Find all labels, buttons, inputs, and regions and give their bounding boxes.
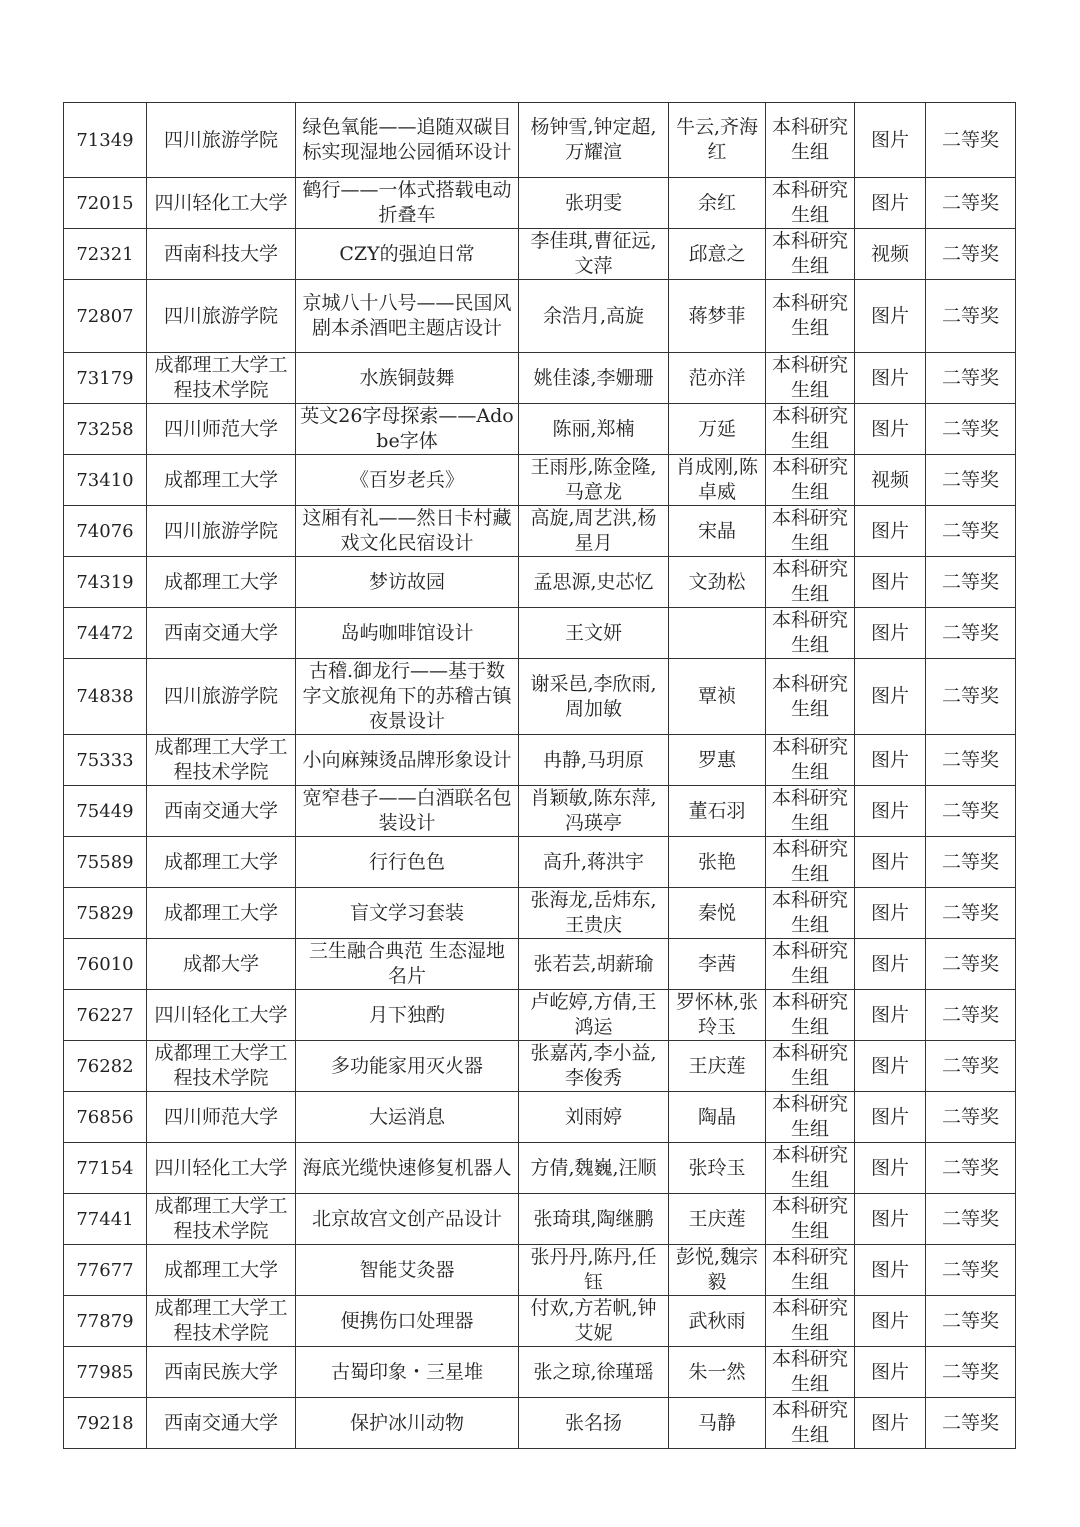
work-type-cell: 图片 bbox=[855, 404, 926, 455]
work-title-cell: 三生融合典范 生态湿地名片 bbox=[296, 939, 519, 990]
entry-group-cell: 本科研究生组 bbox=[766, 229, 855, 280]
table-row bbox=[64, 939, 1016, 990]
entry-group-cell: 本科研究生组 bbox=[766, 1347, 855, 1398]
entry-id-cell: 76856 bbox=[64, 1092, 147, 1143]
entry-group-cell: 本科研究生组 bbox=[766, 1092, 855, 1143]
work-title-cell: 小向麻辣烫品牌形象设计 bbox=[296, 735, 519, 786]
entry-id-cell: 72321 bbox=[64, 229, 147, 280]
award-level-cell: 二等奖 bbox=[926, 735, 1016, 786]
entry-group-cell: 本科研究生组 bbox=[766, 1041, 855, 1092]
school-name-cell: 成都理工大学工程技术学院 bbox=[147, 1041, 296, 1092]
work-title-cell: 这厢有礼——然日卡村藏戏文化民宿设计 bbox=[296, 506, 519, 557]
entry-group-cell: 本科研究生组 bbox=[766, 786, 855, 837]
entry-id-cell: 74472 bbox=[64, 608, 147, 659]
award-level-cell: 二等奖 bbox=[926, 455, 1016, 506]
award-level-cell: 二等奖 bbox=[926, 939, 1016, 990]
authors-cell: 方倩,魏巍,汪顺 bbox=[519, 1143, 669, 1194]
work-type-cell: 视频 bbox=[855, 229, 926, 280]
entry-id-cell: 75829 bbox=[64, 888, 147, 939]
table-row bbox=[64, 353, 1016, 404]
work-type-cell: 图片 bbox=[855, 939, 926, 990]
work-type-cell: 图片 bbox=[855, 1143, 926, 1194]
advisor-cell: 万延 bbox=[669, 404, 766, 455]
award-level-cell: 二等奖 bbox=[926, 1194, 1016, 1245]
table-row bbox=[64, 103, 1016, 178]
entry-group-cell: 本科研究生组 bbox=[766, 455, 855, 506]
entry-id-cell: 71349 bbox=[64, 103, 147, 178]
table-row bbox=[64, 1296, 1016, 1347]
advisor-cell: 文劲松 bbox=[669, 557, 766, 608]
work-type-cell: 图片 bbox=[855, 1296, 926, 1347]
award-level-cell: 二等奖 bbox=[926, 990, 1016, 1041]
table-row bbox=[64, 990, 1016, 1041]
award-level-cell: 二等奖 bbox=[926, 353, 1016, 404]
work-title-cell: 海底光缆快速修复机器人 bbox=[296, 1143, 519, 1194]
work-type-cell: 图片 bbox=[855, 1194, 926, 1245]
work-title-cell: 多功能家用灭火器 bbox=[296, 1041, 519, 1092]
entry-group-cell: 本科研究生组 bbox=[766, 103, 855, 178]
entry-group-cell: 本科研究生组 bbox=[766, 608, 855, 659]
entry-group-cell: 本科研究生组 bbox=[766, 659, 855, 735]
entry-id-cell: 76227 bbox=[64, 990, 147, 1041]
entry-group-cell: 本科研究生组 bbox=[766, 1245, 855, 1296]
school-name-cell: 四川旅游学院 bbox=[147, 659, 296, 735]
entry-group-cell: 本科研究生组 bbox=[766, 1296, 855, 1347]
entry-group-cell: 本科研究生组 bbox=[766, 506, 855, 557]
entry-id-cell: 77985 bbox=[64, 1347, 147, 1398]
entry-id-cell: 77677 bbox=[64, 1245, 147, 1296]
work-title-cell: 智能艾灸器 bbox=[296, 1245, 519, 1296]
authors-cell: 王雨彤,陈金隆,马意龙 bbox=[519, 455, 669, 506]
work-title-cell: 京城八十八号——民国风剧本杀酒吧主题店设计 bbox=[296, 280, 519, 353]
school-name-cell: 四川旅游学院 bbox=[147, 506, 296, 557]
award-level-cell: 二等奖 bbox=[926, 786, 1016, 837]
entry-id-cell: 72015 bbox=[64, 178, 147, 229]
school-name-cell: 四川轻化工大学 bbox=[147, 178, 296, 229]
school-name-cell: 成都理工大学工程技术学院 bbox=[147, 1194, 296, 1245]
school-name-cell: 四川旅游学院 bbox=[147, 103, 296, 178]
school-name-cell: 成都大学 bbox=[147, 939, 296, 990]
school-name-cell: 西南交通大学 bbox=[147, 786, 296, 837]
award-level-cell: 二等奖 bbox=[926, 1092, 1016, 1143]
award-level-cell: 二等奖 bbox=[926, 1041, 1016, 1092]
advisor-cell: 余红 bbox=[669, 178, 766, 229]
authors-cell: 陈丽,郑楠 bbox=[519, 404, 669, 455]
authors-cell: 卢屹婷,方倩,王鸿运 bbox=[519, 990, 669, 1041]
award-level-cell: 二等奖 bbox=[926, 506, 1016, 557]
work-type-cell: 图片 bbox=[855, 103, 926, 178]
work-title-cell: 宽窄巷子——白酒联名包装设计 bbox=[296, 786, 519, 837]
award-level-cell: 二等奖 bbox=[926, 1245, 1016, 1296]
authors-cell: 张海龙,岳炜东,王贵庆 bbox=[519, 888, 669, 939]
school-name-cell: 四川轻化工大学 bbox=[147, 1143, 296, 1194]
entry-group-cell: 本科研究生组 bbox=[766, 353, 855, 404]
award-level-cell: 二等奖 bbox=[926, 608, 1016, 659]
table-row bbox=[64, 280, 1016, 353]
authors-cell: 王文妍 bbox=[519, 608, 669, 659]
work-type-cell: 图片 bbox=[855, 353, 926, 404]
award-level-cell: 二等奖 bbox=[926, 1296, 1016, 1347]
table-row bbox=[64, 659, 1016, 735]
entry-group-cell: 本科研究生组 bbox=[766, 280, 855, 353]
entry-id-cell: 74076 bbox=[64, 506, 147, 557]
table-row bbox=[64, 888, 1016, 939]
school-name-cell: 成都理工大学工程技术学院 bbox=[147, 1296, 296, 1347]
work-title-cell: 北京故宫文创产品设计 bbox=[296, 1194, 519, 1245]
entry-id-cell: 73179 bbox=[64, 353, 147, 404]
award-level-cell: 二等奖 bbox=[926, 837, 1016, 888]
entry-group-cell: 本科研究生组 bbox=[766, 939, 855, 990]
table-row bbox=[64, 786, 1016, 837]
entry-id-cell: 76282 bbox=[64, 1041, 147, 1092]
work-type-cell: 图片 bbox=[855, 557, 926, 608]
entry-id-cell: 75449 bbox=[64, 786, 147, 837]
award-table-body bbox=[64, 103, 1016, 1449]
work-title-cell: 月下独酌 bbox=[296, 990, 519, 1041]
authors-cell: 张若芸,胡薪瑜 bbox=[519, 939, 669, 990]
school-name-cell: 西南交通大学 bbox=[147, 608, 296, 659]
school-name-cell: 西南科技大学 bbox=[147, 229, 296, 280]
school-name-cell: 四川师范大学 bbox=[147, 1092, 296, 1143]
entry-id-cell: 76010 bbox=[64, 939, 147, 990]
work-type-cell: 图片 bbox=[855, 506, 926, 557]
school-name-cell: 成都理工大学 bbox=[147, 455, 296, 506]
table-row bbox=[64, 455, 1016, 506]
authors-cell: 孟思源,史芯忆 bbox=[519, 557, 669, 608]
entry-id-cell: 75333 bbox=[64, 735, 147, 786]
entry-id-cell: 77441 bbox=[64, 1194, 147, 1245]
authors-cell: 张玥雯 bbox=[519, 178, 669, 229]
award-level-cell: 二等奖 bbox=[926, 1143, 1016, 1194]
work-title-cell: 英文26字母探索——Adobe字体 bbox=[296, 404, 519, 455]
work-type-cell: 图片 bbox=[855, 735, 926, 786]
work-title-cell: 行行色色 bbox=[296, 837, 519, 888]
advisor-cell: 蒋梦菲 bbox=[669, 280, 766, 353]
authors-cell: 杨钟雪,钟定超,万耀渲 bbox=[519, 103, 669, 178]
work-type-cell: 图片 bbox=[855, 1347, 926, 1398]
advisor-cell: 武秋雨 bbox=[669, 1296, 766, 1347]
entry-id-cell: 75589 bbox=[64, 837, 147, 888]
authors-cell: 张嘉芮,李小益,李俊秀 bbox=[519, 1041, 669, 1092]
table-row bbox=[64, 1347, 1016, 1398]
entry-group-cell: 本科研究生组 bbox=[766, 888, 855, 939]
advisor-cell: 李茜 bbox=[669, 939, 766, 990]
work-type-cell: 图片 bbox=[855, 178, 926, 229]
table-row bbox=[64, 506, 1016, 557]
advisor-cell: 肖成刚,陈卓威 bbox=[669, 455, 766, 506]
table-row bbox=[64, 178, 1016, 229]
table-row bbox=[64, 837, 1016, 888]
advisor-cell: 罗惠 bbox=[669, 735, 766, 786]
table-row bbox=[64, 404, 1016, 455]
entry-id-cell: 79218 bbox=[64, 1398, 147, 1449]
table-row bbox=[64, 1092, 1016, 1143]
work-title-cell: 古蜀印象・三星堆 bbox=[296, 1347, 519, 1398]
advisor-cell: 罗怀林,张玲玉 bbox=[669, 990, 766, 1041]
work-type-cell: 图片 bbox=[855, 786, 926, 837]
school-name-cell: 西南民族大学 bbox=[147, 1347, 296, 1398]
advisor-cell: 董石羽 bbox=[669, 786, 766, 837]
authors-cell: 付欢,方若帆,钟艾妮 bbox=[519, 1296, 669, 1347]
advisor-cell: 王庆莲 bbox=[669, 1041, 766, 1092]
authors-cell: 肖颖敏,陈东萍,冯瑛亭 bbox=[519, 786, 669, 837]
award-level-cell: 二等奖 bbox=[926, 229, 1016, 280]
advisor-cell: 陶晶 bbox=[669, 1092, 766, 1143]
award-level-cell: 二等奖 bbox=[926, 1398, 1016, 1449]
work-type-cell: 图片 bbox=[855, 280, 926, 353]
school-name-cell: 成都理工大学 bbox=[147, 557, 296, 608]
advisor-cell: 范亦洋 bbox=[669, 353, 766, 404]
authors-cell: 余浩月,高旋 bbox=[519, 280, 669, 353]
advisor-cell: 马静 bbox=[669, 1398, 766, 1449]
school-name-cell: 成都理工大学工程技术学院 bbox=[147, 735, 296, 786]
entry-id-cell: 73410 bbox=[64, 455, 147, 506]
entry-group-cell: 本科研究生组 bbox=[766, 990, 855, 1041]
entry-id-cell: 77154 bbox=[64, 1143, 147, 1194]
school-name-cell: 四川轻化工大学 bbox=[147, 990, 296, 1041]
table-row bbox=[64, 735, 1016, 786]
advisor-cell bbox=[669, 608, 766, 659]
table-row bbox=[64, 1143, 1016, 1194]
work-type-cell: 图片 bbox=[855, 659, 926, 735]
work-title-cell: 绿色氧能——追随双碳目标实现湿地公园循环设计 bbox=[296, 103, 519, 178]
award-level-cell: 二等奖 bbox=[926, 178, 1016, 229]
table-row bbox=[64, 229, 1016, 280]
school-name-cell: 成都理工大学 bbox=[147, 1245, 296, 1296]
table-row bbox=[64, 1245, 1016, 1296]
award-level-cell: 二等奖 bbox=[926, 103, 1016, 178]
authors-cell: 谢采邑,李欣雨,周加敏 bbox=[519, 659, 669, 735]
award-level-cell: 二等奖 bbox=[926, 659, 1016, 735]
table-row bbox=[64, 1194, 1016, 1245]
work-title-cell: 水族铜鼓舞 bbox=[296, 353, 519, 404]
authors-cell: 高旋,周艺洪,杨星月 bbox=[519, 506, 669, 557]
authors-cell: 张名扬 bbox=[519, 1398, 669, 1449]
work-title-cell: 岛屿咖啡馆设计 bbox=[296, 608, 519, 659]
authors-cell: 张之琼,徐瑾瑶 bbox=[519, 1347, 669, 1398]
work-type-cell: 图片 bbox=[855, 990, 926, 1041]
entry-group-cell: 本科研究生组 bbox=[766, 735, 855, 786]
entry-group-cell: 本科研究生组 bbox=[766, 178, 855, 229]
advisor-cell: 彭悦,魏宗毅 bbox=[669, 1245, 766, 1296]
authors-cell: 高升,蒋洪宇 bbox=[519, 837, 669, 888]
work-title-cell: 盲文学习套装 bbox=[296, 888, 519, 939]
award-level-cell: 二等奖 bbox=[926, 888, 1016, 939]
table-row bbox=[64, 557, 1016, 608]
award-level-cell: 二等奖 bbox=[926, 557, 1016, 608]
work-type-cell: 图片 bbox=[855, 888, 926, 939]
authors-cell: 冉静,马玥原 bbox=[519, 735, 669, 786]
school-name-cell: 成都理工大学 bbox=[147, 837, 296, 888]
work-title-cell: 《百岁老兵》 bbox=[296, 455, 519, 506]
entry-id-cell: 72807 bbox=[64, 280, 147, 353]
entry-id-cell: 74319 bbox=[64, 557, 147, 608]
table-row bbox=[64, 1041, 1016, 1092]
school-name-cell: 四川师范大学 bbox=[147, 404, 296, 455]
school-name-cell: 成都理工大学 bbox=[147, 888, 296, 939]
authors-cell: 姚佳漆,李姗珊 bbox=[519, 353, 669, 404]
work-title-cell: 便携伤口处理器 bbox=[296, 1296, 519, 1347]
advisor-cell: 王庆莲 bbox=[669, 1194, 766, 1245]
advisor-cell: 牛云,齐海红 bbox=[669, 103, 766, 178]
advisor-cell: 邱意之 bbox=[669, 229, 766, 280]
authors-cell: 张丹丹,陈丹,任钰 bbox=[519, 1245, 669, 1296]
work-title-cell: 古稽.御龙行——基于数字文旅视角下的苏稽古镇夜景设计 bbox=[296, 659, 519, 735]
entry-group-cell: 本科研究生组 bbox=[766, 1143, 855, 1194]
school-name-cell: 西南交通大学 bbox=[147, 1398, 296, 1449]
entry-group-cell: 本科研究生组 bbox=[766, 557, 855, 608]
work-type-cell: 图片 bbox=[855, 608, 926, 659]
entry-group-cell: 本科研究生组 bbox=[766, 404, 855, 455]
authors-cell: 刘雨婷 bbox=[519, 1092, 669, 1143]
work-type-cell: 图片 bbox=[855, 1245, 926, 1296]
work-type-cell: 图片 bbox=[855, 1041, 926, 1092]
work-title-cell: 梦访故园 bbox=[296, 557, 519, 608]
work-title-cell: CZY的强迫日常 bbox=[296, 229, 519, 280]
advisor-cell: 覃祯 bbox=[669, 659, 766, 735]
entry-id-cell: 77879 bbox=[64, 1296, 147, 1347]
table-row bbox=[64, 608, 1016, 659]
table-row bbox=[64, 1398, 1016, 1449]
advisor-cell: 张艳 bbox=[669, 837, 766, 888]
entry-group-cell: 本科研究生组 bbox=[766, 837, 855, 888]
advisor-cell: 朱一然 bbox=[669, 1347, 766, 1398]
advisor-cell: 宋晶 bbox=[669, 506, 766, 557]
award-level-cell: 二等奖 bbox=[926, 404, 1016, 455]
entry-id-cell: 73258 bbox=[64, 404, 147, 455]
work-type-cell: 图片 bbox=[855, 837, 926, 888]
authors-cell: 张琦琪,陶继鹏 bbox=[519, 1194, 669, 1245]
school-name-cell: 成都理工大学工程技术学院 bbox=[147, 353, 296, 404]
advisor-cell: 秦悦 bbox=[669, 888, 766, 939]
work-title-cell: 保护冰川动物 bbox=[296, 1398, 519, 1449]
authors-cell: 李佳琪,曹征远,文萍 bbox=[519, 229, 669, 280]
entry-group-cell: 本科研究生组 bbox=[766, 1194, 855, 1245]
work-title-cell: 大运消息 bbox=[296, 1092, 519, 1143]
award-table bbox=[63, 102, 1016, 1449]
entry-group-cell: 本科研究生组 bbox=[766, 1398, 855, 1449]
work-type-cell: 图片 bbox=[855, 1092, 926, 1143]
school-name-cell: 四川旅游学院 bbox=[147, 280, 296, 353]
entry-id-cell: 74838 bbox=[64, 659, 147, 735]
work-title-cell: 鹤行——一体式搭载电动折叠车 bbox=[296, 178, 519, 229]
award-level-cell: 二等奖 bbox=[926, 280, 1016, 353]
work-type-cell: 图片 bbox=[855, 1398, 926, 1449]
work-type-cell: 视频 bbox=[855, 455, 926, 506]
advisor-cell: 张玲玉 bbox=[669, 1143, 766, 1194]
award-level-cell: 二等奖 bbox=[926, 1347, 1016, 1398]
